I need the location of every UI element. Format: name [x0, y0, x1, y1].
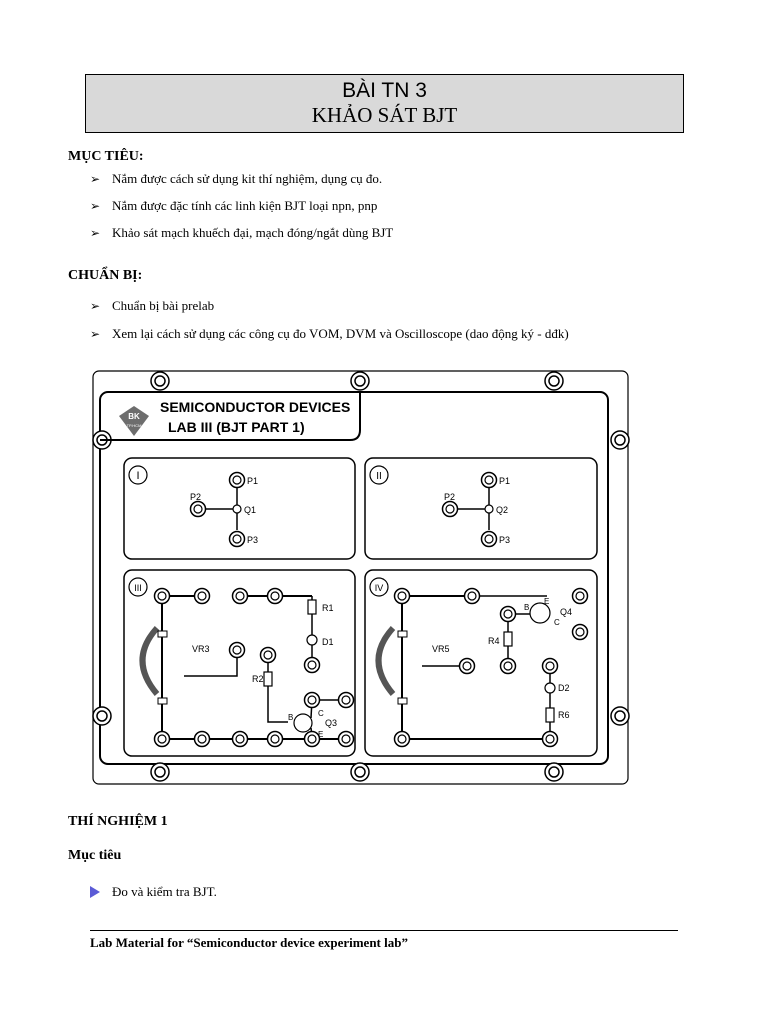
svg-text:VR5: VR5 — [432, 644, 450, 654]
svg-text:VR3: VR3 — [192, 644, 210, 654]
svg-text:B: B — [288, 713, 294, 722]
objective-item — [90, 171, 382, 187]
arrow-bullet-icon: ➢ — [90, 327, 101, 341]
svg-text:TP.HCM: TP.HCM — [126, 423, 142, 428]
svg-text:Q4: Q4 — [560, 607, 573, 617]
footer-divider — [90, 930, 678, 931]
footer-text: Lab Material for “Semiconductor device experiment lab” — [90, 935, 408, 950]
svg-text:I: I — [136, 470, 140, 482]
experiment-heading: THÍ NGHIỆM 1 — [68, 814, 168, 829]
objective-text: Nắm được cách sử dụng kit thí nghiệm, dụng cụ đo. — [112, 171, 383, 186]
svg-text:P2: P2 — [444, 492, 456, 502]
svg-text:P2: P2 — [190, 492, 202, 502]
svg-text:E: E — [544, 597, 550, 606]
preparation-item — [90, 298, 214, 314]
experiment-subheading: Mục tiêu — [68, 848, 122, 863]
svg-text:II: II — [376, 471, 382, 482]
svg-text:P1: P1 — [499, 476, 511, 486]
preparation-text: Chuẩn bị bài prelab — [112, 298, 215, 313]
svg-text:Q2: Q2 — [496, 505, 509, 515]
panel-iii — [124, 570, 355, 756]
board-title-1: SEMICONDUCTOR DEVICES — [160, 399, 351, 415]
experiment-text: Đo và kiểm tra BJT. — [112, 884, 217, 899]
svg-text:D2: D2 — [558, 683, 570, 693]
title-box — [85, 74, 684, 133]
objectives-heading: MỤC TIÊU: — [68, 149, 144, 164]
objective-item — [90, 225, 393, 241]
arrow-bullet-icon: ➢ — [90, 199, 101, 213]
svg-text:Q3: Q3 — [325, 718, 338, 728]
objective-text: Nắm được đặc tính các linh kiện BJT loại npn, pnp — [112, 198, 378, 213]
svg-text:P1: P1 — [247, 476, 259, 486]
svg-text:P3: P3 — [499, 535, 511, 545]
panel-ii — [365, 458, 597, 559]
board-title-2: LAB III (BJT PART 1) — [168, 419, 305, 435]
svg-text:BK: BK — [128, 412, 140, 421]
arrow-bullet-icon: ➢ — [90, 226, 101, 240]
preparation-heading: CHUẨN BỊ: — [68, 268, 143, 283]
svg-text:R1: R1 — [322, 603, 334, 613]
panel-i — [124, 458, 355, 559]
svg-text:C: C — [318, 709, 324, 718]
svg-text:R6: R6 — [558, 710, 570, 720]
svg-text:E: E — [318, 730, 324, 739]
svg-text:IV: IV — [374, 583, 384, 593]
svg-text:R4: R4 — [488, 636, 500, 646]
svg-text:R2: R2 — [252, 674, 264, 684]
objective-item — [90, 198, 377, 214]
triangle-bullet-icon — [90, 886, 100, 898]
experiment-item — [90, 884, 217, 900]
svg-text:D1: D1 — [322, 637, 334, 647]
svg-text:Q1: Q1 — [244, 505, 257, 515]
svg-text:B: B — [524, 603, 530, 612]
svg-text:C: C — [554, 618, 560, 627]
arrow-bullet-icon: ➢ — [90, 299, 101, 313]
objective-text: Khảo sát mạch khuếch đại, mạch đóng/ngắt dùng BJT — [112, 225, 394, 240]
panel-iv — [365, 570, 597, 756]
svg-text:P3: P3 — [247, 535, 259, 545]
arrow-bullet-icon: ➢ — [90, 172, 101, 186]
title-line-2: KHẢO SÁT BJT — [311, 103, 458, 127]
preparation-text: Xem lại cách sử dụng các công cụ đo VOM, DVM và Oscilloscope (dao động ký - dđk) — [112, 326, 569, 341]
lab-board-diagram — [92, 370, 630, 786]
preparation-item — [90, 326, 569, 342]
title-line-1: BÀI TN 3 — [342, 79, 427, 102]
svg-text:III: III — [134, 583, 142, 593]
